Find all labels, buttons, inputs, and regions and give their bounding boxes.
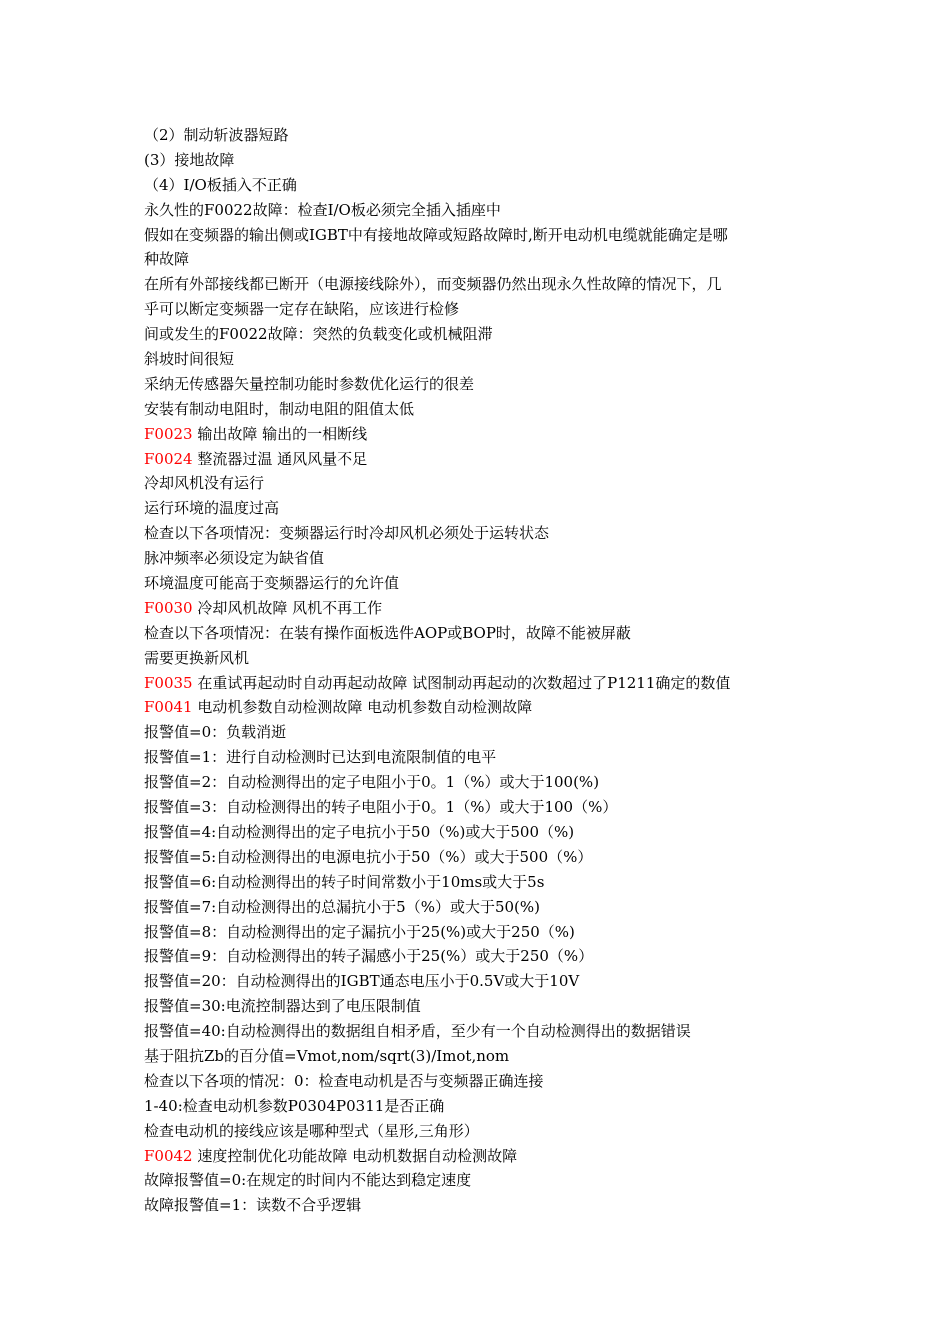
fault-entry-line: [144, 422, 824, 447]
text-line: [144, 621, 824, 646]
fault-code: F0023: [144, 424, 193, 443]
text-line: [144, 720, 824, 745]
text-line: [144, 496, 824, 521]
line-text: （4）I/O板插入不正确: [144, 175, 297, 194]
fault-entry-line: [144, 1144, 824, 1169]
line-text: 在所有外部接线都已断开（电源接线除外），而变频器仍然出现永久性故障的情况下，几: [144, 275, 722, 294]
text-line: [144, 223, 824, 248]
fault-entry-line: [144, 671, 824, 696]
text-line: [144, 920, 824, 945]
line-text: (3）接地故障: [144, 150, 235, 169]
line-text: 斜坡时间很短: [144, 350, 235, 369]
text-line: [144, 870, 824, 895]
text-line: [144, 1019, 824, 1044]
text-line: [144, 1094, 824, 1119]
text-line: [144, 173, 824, 198]
line-text: 冷却风机故障 风机不再工作: [192, 598, 383, 617]
line-text: 报警值=20：自动检测得出的IGBT通态电压小于0.5V或大于10V: [144, 972, 580, 991]
text-line: [144, 745, 824, 770]
line-text: 故障报警值=0:在规定的时间内不能达到稳定速度: [144, 1171, 472, 1190]
text-line: [144, 895, 824, 920]
line-text: 报警值=7:自动检测得出的总漏抗小于5（%）或大于50(%): [144, 897, 541, 916]
text-line: [144, 198, 824, 223]
line-text: 间或发生的F0022故障：突然的负载变化或机械阻滞: [144, 325, 493, 344]
line-text: 运行环境的温度过高: [144, 499, 280, 518]
fault-code: F0030: [144, 598, 193, 617]
text-line: [144, 820, 824, 845]
text-line: [144, 795, 824, 820]
line-text: 整流器过温 通风风量不足: [192, 449, 368, 468]
line-text: 脉冲频率必须设定为缺省值: [144, 549, 325, 568]
line-text: 报警值=40:自动检测得出的数据组自相矛盾，至少有一个自动检测得出的数据错误: [144, 1022, 691, 1041]
line-text: 检查以下各项的情况：0：检查电动机是否与变频器正确连接: [144, 1071, 544, 1090]
text-line: [144, 571, 824, 596]
line-text: 假如在变频器的输出侧或IGBT中有接地故障或短路故障时,断开电动机电缆就能确定是哪: [144, 225, 728, 244]
text-line: [144, 148, 824, 173]
text-line: [144, 471, 824, 496]
text-line: [144, 297, 824, 322]
fault-entry-line: [144, 695, 824, 720]
line-text: 报警值=2：自动检测得出的定子电阻小于0。1（%）或大于100(%): [144, 773, 600, 792]
fault-entry-line: [144, 447, 824, 472]
line-text: 永久性的F0022故障：检查I/O板必须完全插入插座中: [144, 200, 501, 219]
line-text: 电动机参数自动检测故障 电动机参数自动检测故障: [192, 698, 533, 717]
line-text: 报警值=4:自动检测得出的定子电抗小于50（%)或大于500（%): [144, 822, 575, 841]
text-line: [144, 521, 824, 546]
text-line: [144, 372, 824, 397]
line-text: 环境温度可能高于变频器运行的允许值: [144, 574, 400, 593]
text-line: [144, 969, 824, 994]
line-text: （2）制动斩波器短路: [144, 126, 289, 144]
line-text: 检查电动机的接线应该是哪种型式（星形,三角形）: [144, 1121, 479, 1140]
text-line: [144, 247, 824, 272]
line-text: 报警值=3：自动检测得出的转子电阻小于0。1（%）或大于100（%）: [144, 798, 618, 817]
text-line: [144, 347, 824, 372]
line-text: 基于阻抗Zb的百分值=Vmot,nom/sqrt(3)/Imot,nom: [144, 1046, 510, 1065]
document-body: [144, 123, 824, 1218]
text-line: [144, 1119, 824, 1144]
line-text: 输出故障 输出的一相断线: [192, 424, 368, 443]
text-line: [144, 272, 824, 297]
text-line: [144, 845, 824, 870]
line-text: 报警值=8：自动检测得出的定子漏抗小于25(%)或大于250（%): [144, 922, 575, 941]
fault-code: F0042: [144, 1146, 193, 1165]
text-line: [144, 546, 824, 571]
line-text: 报警值=1：进行自动检测时已达到电流限制值的电平: [144, 748, 497, 767]
text-line: [144, 994, 824, 1019]
fault-code: F0041: [144, 698, 193, 717]
text-line: [144, 1044, 824, 1069]
text-line: [144, 1069, 824, 1094]
line-text: 报警值=30:电流控制器达到了电压限制值: [144, 997, 421, 1016]
text-line: [144, 397, 824, 422]
line-text: 报警值=6:自动检测得出的转子时间常数小于10ms或大于5s: [144, 872, 545, 891]
line-text: 报警值=0：负载消逝: [144, 723, 287, 742]
line-text: 安装有制动电阻时，制动电阻的阻值太低: [144, 399, 415, 418]
line-text: 检查以下各项情况：在装有操作面板选件AOP或BOP时，故障不能被屏蔽: [144, 623, 631, 642]
line-text: 冷却风机没有运行: [144, 474, 265, 493]
line-text: 检查以下各项情况：变频器运行时冷却风机必须处于运转状态: [144, 524, 550, 543]
line-text: 报警值=9：自动检测得出的转子漏感小于25(%）或大于250（%）: [144, 947, 594, 966]
line-text: 故障报警值=1：读数不合乎逻辑: [144, 1196, 362, 1215]
line-text: 在重试再起动时自动再起动故障 试图制动再起动的次数超过了P1211确定的数值: [192, 673, 731, 692]
line-text: 速度控制优化功能故障 电动机数据自动检测故障: [192, 1146, 518, 1165]
line-text: 需要更换新风机: [144, 648, 250, 667]
text-line: [144, 123, 824, 148]
line-text: 报警值=5:自动检测得出的电源电抗小于50（%）或大于500（%）: [144, 847, 593, 866]
text-line: [144, 944, 824, 969]
line-text: 采纳无传感器矢量控制功能时参数优化运行的很差: [144, 374, 475, 393]
text-line: [144, 770, 824, 795]
text-line: [144, 1168, 824, 1193]
text-line: [144, 646, 824, 671]
fault-entry-line: [144, 596, 824, 621]
fault-code: F0024: [144, 449, 193, 468]
line-text: 乎可以断定变频器一定存在缺陷，应该进行检修: [144, 300, 460, 319]
fault-code: F0035: [144, 673, 193, 692]
text-line: [144, 322, 824, 347]
line-text: 种故障: [144, 250, 190, 269]
text-line: [144, 1193, 824, 1218]
line-text: 1-40:检查电动机参数P0304P0311是否正确: [144, 1096, 445, 1115]
